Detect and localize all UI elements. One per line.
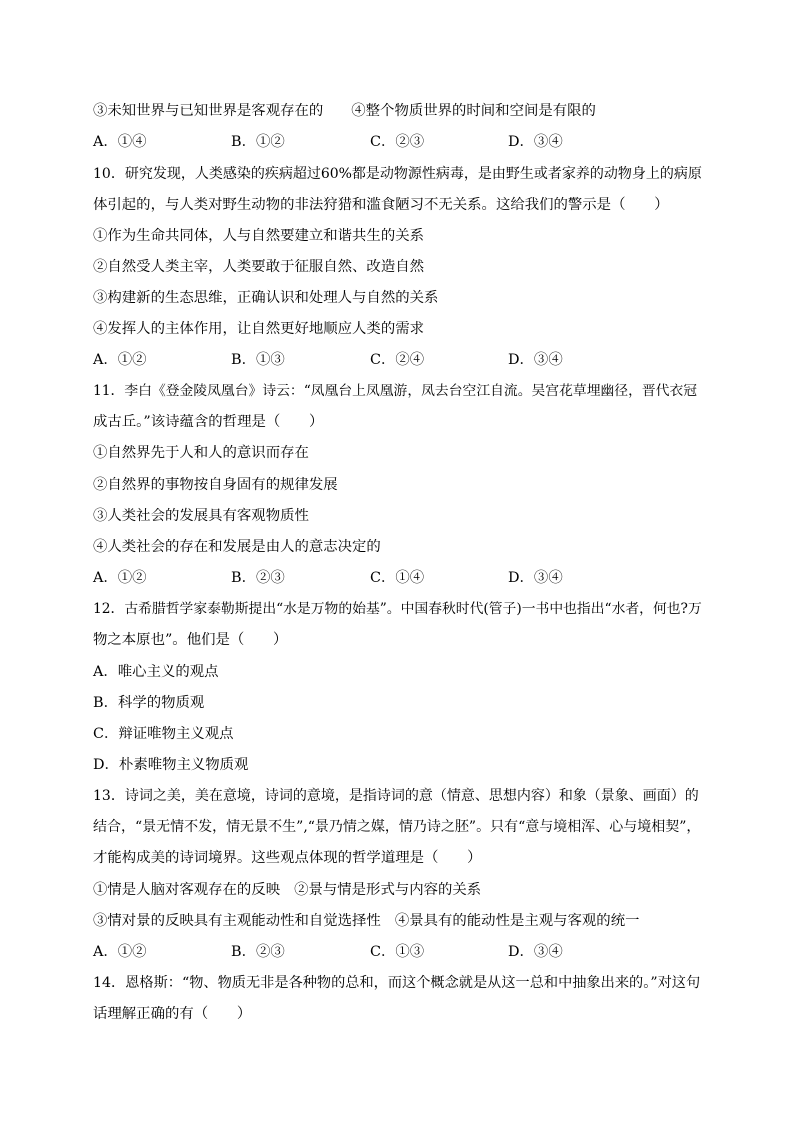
q13-statement-1: ①情是人脑对客观存在的反映 xyxy=(93,882,281,898)
q12-stem-line: 物之本原也”。他们是（ ） xyxy=(93,632,288,648)
q13-statements-row xyxy=(93,880,481,900)
q13-statements-row xyxy=(93,911,639,931)
q9-statements-row xyxy=(93,101,596,121)
q12-choice-d[interactable]: D．朴素唯物主义物质观 xyxy=(93,757,249,773)
option-a[interactable]: A．①② xyxy=(93,570,147,586)
option-d[interactable]: D．③④ xyxy=(508,570,563,586)
q10-statement: ②自然受人类主宰，人类要敢于征服自然、改造自然 xyxy=(93,259,424,275)
q11-options xyxy=(93,568,703,588)
q13-statement-2: ②景与情是形式与内容的关系 xyxy=(294,882,482,898)
q9-options xyxy=(93,132,703,152)
q11-statement: ①自然界先于人和人的意识而存在 xyxy=(93,445,309,461)
option-b[interactable]: B．①③ xyxy=(231,352,285,368)
q13-stem-line: 结合，“景无情不发，情无景不生”,“景乃情之媒，情乃诗之胚”。只有“意与境相浑、心与境相契”， xyxy=(93,819,701,835)
q10-options xyxy=(93,350,703,370)
option-b[interactable]: B．②③ xyxy=(231,944,285,960)
q13-statement-3: ③情对景的反映具有主观能动性和自觉选择性 xyxy=(93,913,381,929)
option-a[interactable]: A．①② xyxy=(93,352,147,368)
q10-statement: ④发挥人的主体作用，让自然更好地顺应人类的需求 xyxy=(93,321,424,337)
q13-statement-4: ④景具有的能动性是主观与客观的统一 xyxy=(394,913,640,929)
q11-statement: ④人类社会的存在和发展是由人的意志决定的 xyxy=(93,539,381,555)
q11-stem-line: 成古丘。”该诗蕴含的哲理是（ ） xyxy=(93,414,324,430)
q11-statement: ②自然界的事物按自身固有的规律发展 xyxy=(93,477,338,493)
q10-statement: ③构建新的生态思维，正确认识和处理人与自然的关系 xyxy=(93,290,439,306)
q12-choice-c[interactable]: C．辩证唯物主义观点 xyxy=(93,726,234,742)
option-c[interactable]: C．②③ xyxy=(370,134,425,150)
q13-options xyxy=(93,942,703,962)
q14-stem-line: 14．恩格斯：“物、物质无非是各种物的总和，而这个概念就是从这一总和中抽象出来的。”对这句 xyxy=(93,975,701,991)
q12-choice-b[interactable]: B．科学的物质观 xyxy=(93,695,205,711)
option-b[interactable]: B．①② xyxy=(231,134,285,150)
q13-stem-line: 13．诗词之美，美在意境，诗词的意境，是指诗词的意（情意、思想内容）和象（景象、画面）的 xyxy=(93,788,699,804)
q9-statement-3: ③未知世界与已知世界是客观存在的 xyxy=(93,103,324,119)
option-b[interactable]: B．②③ xyxy=(231,570,285,586)
option-a[interactable]: A．①② xyxy=(93,944,147,960)
q12-stem-line: 12．古希腊哲学家泰勒斯提出“水是万物的始基”。中国春秋时代(管子)一书中也指出“水者，何也?万 xyxy=(93,601,702,617)
option-c[interactable]: C．①③ xyxy=(370,944,425,960)
q10-statement: ①作为生命共同体，人与自然要建立和谐共生的关系 xyxy=(93,228,424,244)
option-c[interactable]: C．②④ xyxy=(370,352,425,368)
q10-stem-line: 体引起的，与人类对野生动物的非法狩猎和滥食陋习不无关系。这给我们的警示是（ ） xyxy=(93,197,669,213)
option-c[interactable]: C．①④ xyxy=(370,570,425,586)
q14-stem-line: 话理解正确的有（ ） xyxy=(93,1006,252,1022)
q9-statement-4: ④整个物质世界的时间和空间是有限的 xyxy=(351,103,596,119)
option-a[interactable]: A．①④ xyxy=(93,134,147,150)
q13-stem-line: 才能构成美的诗词境界。这些观点体现的哲学道理是（ ） xyxy=(93,850,482,866)
option-d[interactable]: D．③④ xyxy=(508,134,563,150)
option-d[interactable]: D．③④ xyxy=(508,352,563,368)
q12-choice-a[interactable]: A．唯心主义的观点 xyxy=(93,664,219,680)
q11-statement: ③人类社会的发展具有客观物质性 xyxy=(93,508,309,524)
option-d[interactable]: D．③④ xyxy=(508,944,563,960)
q10-stem-line: 10．研究发现，人类感染的疾病超过60%都是动物源性病毒，是由野生或者家养的动物身上的病原 xyxy=(93,166,702,182)
q11-stem-line: 11．李白《登金陵凤凰台》诗云：“凤凰台上凤凰游，凤去台空江自流。吴宫花草埋幽径，晋代衣冠 xyxy=(93,383,698,399)
